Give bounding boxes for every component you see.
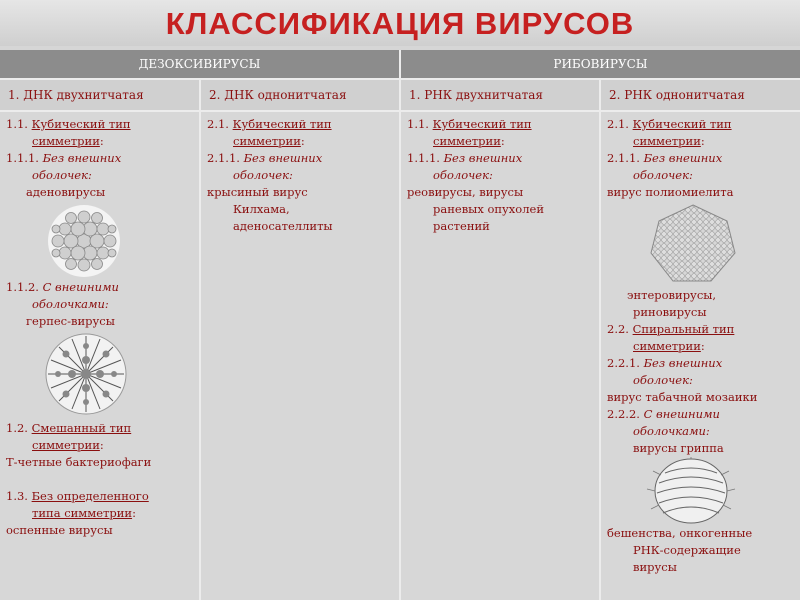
subheader-rna-single: 2. РНК однонитчатая <box>601 80 800 110</box>
text-line: оболочками: <box>633 424 710 438</box>
text-line: 2.2. Спиральный тип <box>607 322 735 336</box>
text-line: герпес-вирусы <box>26 314 115 328</box>
text-line: энтеровирусы, <box>627 288 717 302</box>
column-dna-double <box>0 112 199 600</box>
text-line: 2.1.1. Без внешних <box>607 151 723 165</box>
divider <box>0 110 800 112</box>
influenza-virus-image <box>607 457 797 525</box>
text-line: симметрии: <box>32 134 104 148</box>
text-line: оспенные вирусы <box>6 523 113 537</box>
text-line: 1.1. Кубический тип <box>6 117 131 131</box>
text-line: 1.1. Кубический тип <box>407 117 532 131</box>
text-line: симметрии: <box>32 438 104 452</box>
text-line: реовирусы, вирусы <box>407 185 524 199</box>
text-line: оболочек: <box>433 168 493 182</box>
text-line: вирусы <box>633 560 677 574</box>
text-line: оболочек: <box>633 373 693 387</box>
text-line: симметрии: <box>233 134 305 148</box>
header-deoxyviruses: ДЕЗОКСИВИРУСЫ <box>0 50 399 78</box>
subheader-rna-double: 1. РНК двухнитчатая <box>401 80 599 110</box>
text-line: 1.3. Без определенного <box>6 489 149 503</box>
text-line: раневых опухолей <box>433 202 544 216</box>
text-line: Т-четные бактериофаги <box>6 455 152 469</box>
text-line: 1.2. Смешанный тип <box>6 421 132 435</box>
text-line: 2.2.1. Без внешних <box>607 356 723 370</box>
text-line: типа симметрии: <box>32 506 136 520</box>
text-line: РНК-содержащие <box>633 543 741 557</box>
text-line: 2.1. Кубический тип <box>607 117 732 131</box>
text-line: симметрии: <box>633 134 705 148</box>
text-line: симметрии: <box>433 134 505 148</box>
subheader-dna-single: 2. ДНК однонитчатая <box>201 80 399 110</box>
text-line: 1.1.2. С внешними <box>6 280 119 294</box>
text-line: бешенства, онкогенные <box>607 526 753 540</box>
text-line: риновирусы <box>633 305 707 319</box>
column-dna-single <box>201 112 399 600</box>
poliovirus-image <box>607 201 797 287</box>
column-rna-single <box>601 112 800 600</box>
text-line: оболочек: <box>32 168 92 182</box>
column-rna-double <box>401 112 599 600</box>
divider <box>399 50 401 600</box>
text-line: аденовирусы <box>26 185 106 199</box>
divider <box>0 78 800 80</box>
divider <box>199 80 201 600</box>
header-riboviruses: РИБОВИРУСЫ <box>401 50 800 78</box>
text-line: растений <box>433 219 490 233</box>
text-line: 1.1.1. Без внешних <box>407 151 523 165</box>
text-line: вирусы гриппа <box>633 441 724 455</box>
text-line: 1.1.1. Без внешних <box>6 151 122 165</box>
text-line: аденосателлиты <box>233 219 333 233</box>
text-line: оболочек: <box>633 168 693 182</box>
text-line: Килхама, <box>233 202 290 216</box>
text-line: крысиный вирус <box>207 185 308 199</box>
slide-title-bar <box>0 0 800 46</box>
text-line: 2.1. Кубический тип <box>207 117 332 131</box>
text-line: вирус полиомиелита <box>607 185 734 199</box>
text-line: 2.1.1. Без внешних <box>207 151 323 165</box>
adenovirus-image <box>6 201 196 279</box>
subheader-dna-double: 1. ДНК двухнитчатая <box>0 80 199 110</box>
text-line: вирус табачной мозаики <box>607 390 758 404</box>
divider <box>599 80 601 600</box>
herpesvirus-image <box>6 330 196 420</box>
text-line: оболочек: <box>233 168 293 182</box>
text-line: 2.2.2. С внешними <box>607 407 720 421</box>
text-line: оболочками: <box>32 297 109 311</box>
text-line: симметрии: <box>633 339 705 353</box>
slide-title: КЛАССИФИКАЦИЯ ВИРУСОВ <box>165 6 635 41</box>
